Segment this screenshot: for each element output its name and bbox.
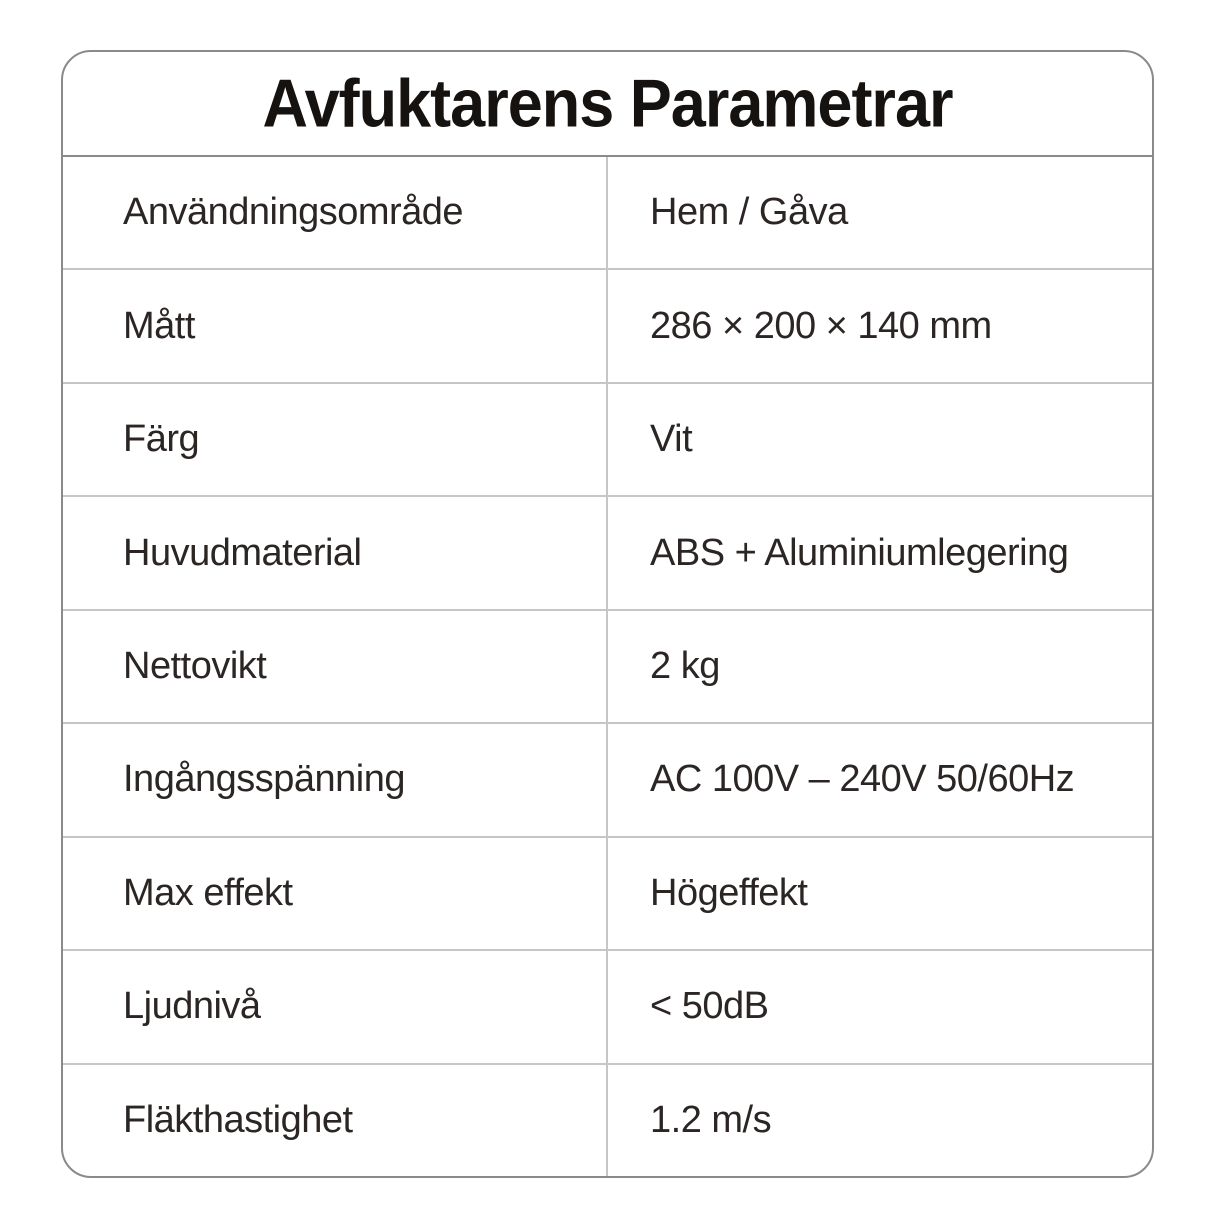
- table-row: [63, 497, 1152, 610]
- table-row: [63, 270, 1152, 383]
- spec-value: 2 kg: [650, 644, 720, 687]
- spec-value: 286 × 200 × 140 mm: [650, 304, 992, 347]
- spec-value: AC 100V – 240V 50/60Hz: [650, 758, 1075, 801]
- spec-label: Ljudnivå: [63, 951, 608, 1062]
- page-title: Avfuktarens Parametrar: [262, 65, 953, 142]
- spec-table: [63, 157, 1152, 1176]
- spec-label: Användningsområde: [63, 157, 608, 268]
- spec-label: Färg: [63, 384, 608, 495]
- spec-value: Hem / Gåva: [650, 191, 848, 234]
- spec-value: < 50dB: [650, 985, 769, 1028]
- spec-value: Vit: [650, 418, 693, 461]
- spec-card: [61, 50, 1154, 1178]
- table-row: [63, 611, 1152, 724]
- table-row: [63, 951, 1152, 1064]
- spec-label: Max effekt: [63, 838, 608, 949]
- table-row: [63, 838, 1152, 951]
- table-row: [63, 1065, 1152, 1176]
- spec-card-header: [63, 52, 1152, 157]
- spec-value: Högeffekt: [650, 871, 808, 914]
- spec-value: 1.2 m/s: [650, 1098, 772, 1141]
- spec-label: Nettovikt: [63, 611, 608, 722]
- spec-label: Mått: [63, 270, 608, 381]
- spec-label: Huvudmaterial: [63, 497, 608, 608]
- spec-label: Ingångsspänning: [63, 724, 608, 835]
- spec-value: ABS + Aluminiumlegering: [650, 531, 1069, 574]
- table-row: [63, 384, 1152, 497]
- spec-label: Fläkthastighet: [63, 1065, 608, 1176]
- table-row: [63, 157, 1152, 270]
- table-row: [63, 724, 1152, 837]
